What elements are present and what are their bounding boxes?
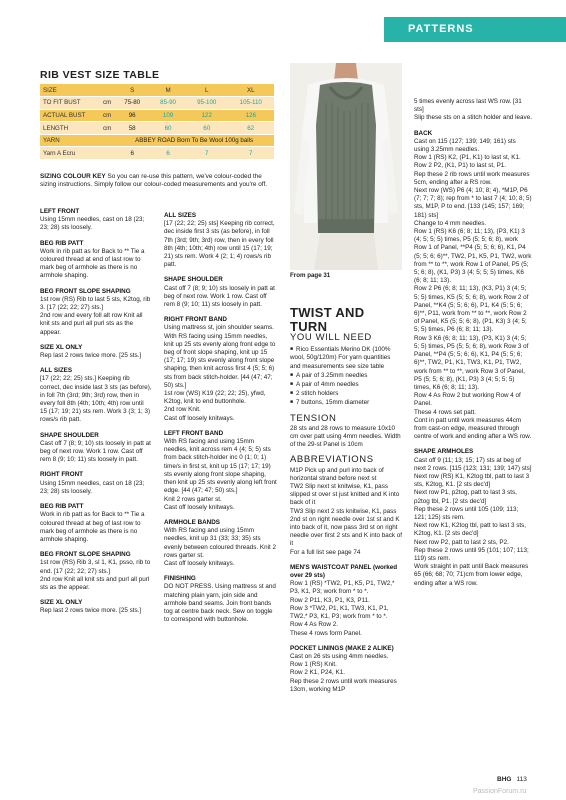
section-heading: BEG RIB PATT [40,503,84,511]
instruction-text: Row 2 P6 (6; 8; 11; 13), (K3, P1) 3 (4; 5; 5; 5) times, K5 (5; 5; 6; 8), work Row 2 of Panel, **K4 (5; 5; 6; 6), P1, K4 (5; 5; 6; 6)**, P11, work from ** to **, work Row 2 of Panel, K5 (5; 5; 6; 8), (P1, K3) 3 (4; 5; 5; 5) times, P6 (6; 8; 11; 13). [414,285,529,334]
instruction-text: Rep these 2 rib rows until work measures 5cm, ending after a RS row. [414,170,530,186]
instruction-text: [17 (22; 22; 25) sts.] Keeping rib correct, dec inside last 3 sts (as before), in foll 7th (3rd; 9th; 3rd) row, then in every foll 8th (4th; 10th; 4th) row until 15 (17; 19; 21) sts rem. Work 3 (3; 1; 3) rows/s rib patt. [40,375,152,424]
instruction-text: Rep these 2 rows until 95 (101; 107; 113; 119) sts rem. [414,546,529,562]
section-heading: RIGHT FRONT BAND [164,316,227,324]
yarn-ecru-row: Yarn A Ecru 6 6 7 7 [40,147,274,160]
instruction-text: 1st row (RS) Rib to last 5 sts, K2tog, rib 3. [17 (22; 22; 27) sts.] [40,295,151,312]
pattern-info-column [290,306,402,694]
section-heading: BACK [414,129,433,137]
section-heading: BEG FRONT SLOPE SHAPING [40,287,131,295]
instruction-text: Cast off loosely knitways. [164,503,235,511]
pocket-row: Row 1 (RS) Knit. [290,661,337,669]
sizing-colour-key [40,173,276,189]
section-heading: BEG RIB PATT [40,239,84,247]
instruction-text: 5 times evenly across last WS row. [31 sts] [414,98,522,114]
abbreviation-item: TW2 Slip next st knitwise, K1, pass slipped st over st just knitted and K into back of it [290,483,400,507]
instruction-text: Cont in patt until work measures 44cm from cast-on edge, measured through centre of work and ending after a WS row. [414,416,532,441]
section-heading: SHAPE SHOULDER [40,431,99,439]
instruction-text: Next row P1, p2tog, patt to last 3 sts, p2tog tbl, P1. [2 sts dec'd] [414,489,517,505]
instruction-text: These 4 rows set patt. [414,408,476,416]
instruction-text: Cast off 7 (8; 9; 10) sts loosely in patt at beg of next row. Work 1 row. Cast off rem 8 (9; 10; 11) sts loosely in patt. [40,439,151,464]
instruction-text: With RS facing and using 15mm needles, knit up 31 (33; 33; 35) sts evenly between coloured threads. Knit 2 rows garter st. [164,527,277,559]
instruction-text: Row 1 (RS) K2, (P1, K1) to last st, K1. [414,154,521,162]
instruction-text: Change to 4 mm needles. [414,219,487,227]
instruction-text: Row 3 K6 (6; 8; 11; 13), (P3, K1) 3 (4; 5; 5; 5) times, P5 (5; 5; 6; 8), work Row 3 of Panel, **P4 (5; 5; 6; 6), K1, P4 (5; 5; 6; 6)**, TW2, P1, K1, TW3, K1, P1, TW2, work from ** to **, work Row 3 of Panel, P5 (5; 5; 6; 8), (K1, P3) 3 (4; 5; 5; 5) times, K6 (6; 8; 11; 13). [414,334,529,391]
column-back [414,98,532,588]
column-bands-finishing [164,212,278,624]
table-row: TO FIT BUST cm 75-80 85-90 95-100 105-110 [40,97,274,110]
sizing-key-title: SIZING COLOUR KEY [40,173,106,180]
panel-row: These 4 rows form Panel. [290,629,362,637]
instruction-text: Row 1 (RS) K6 (6; 8; 11; 13), (P3, K1) 3 (4; 5; 5; 5) times, P5 (5; 5; 6; 8), work Row 1 of Panel, **P4 (5; 5; 6; 6), K1, P4 (5; 5; 6; 6)**, TW2, P1, K5, P1, TW2, work from ** to **, work Row 1 of Panel, P5 (5; 5; 6; 8), (K1, P3) 3 (4; 5; 5; 5) times, K6 (6; 8; 11; 13). [414,228,532,285]
instruction-text: Cast off 9 (11; 13; 15; 17) sts at beg of next 2 rows. [115 (123; 131; 139; 147) sts] [414,456,532,472]
page-number: 113 [516,776,527,783]
materials-item: ■ A pair of 4mm needles [290,380,402,389]
section-heading: ALL SIZES [40,367,73,375]
instruction-text: Next row P2, patt to last 2 sts, P2. [414,538,509,546]
materials-item: ■ 7 buttons, 15mm diameter [290,398,402,407]
instruction-text: Row 4 As Row 2 but working Row 4 of Panel. [414,392,521,408]
size-table-title: RIB VEST SIZE TABLE [40,69,160,81]
instruction-text: 1st row (WS) K19 (22; 22; 25), yfwd, K2tog, knit to end buttonhole. [164,390,266,406]
instruction-text: Row 2 P2, (K1, P1) to last st, P1. [414,162,507,170]
pocket-heading: POCKET LININGS (MAKE 2 ALIKE) [290,644,394,652]
section-tab-rule [384,40,566,42]
abbreviation-item: M1P Pick up and purl into back of horizontal strand before next st [290,466,384,482]
column-left-front [40,208,152,616]
instruction-text: 1st row (RS) Rib 3, sl 1, K1, psso, rib to end. [17 (22; 22; 27) sts.] [40,559,151,575]
instruction-text: 2nd row Knit all knit sts and purl all purl sts as the appear. [40,575,150,591]
section-heading: ALL SIZES [164,212,197,219]
section-heading: SHAPE SHOULDER [164,276,223,284]
panel-row: Row 4 As Row 2. [290,621,338,629]
section-heading: SHAPE ARMHOLES [414,448,474,456]
instruction-text: Cast off loosely knitways. [164,559,235,567]
brand-name: BHG [497,776,512,783]
section-heading: LEFT FRONT BAND [164,429,224,437]
instruction-text: Next row K1, K2tog tbl, patt to last 3 sts, K2tog, K1. [2 sts dec'd] [414,522,526,538]
model-photo [290,63,402,270]
instruction-text: 2nd row Knit. [164,406,201,414]
instruction-text: Work straight in patt until Back measures 65 (66; 68; 70; 71)cm from lower edge, ending after a WS row. [414,563,529,587]
abbreviations-heading: ABBREVIATIONS [290,454,374,466]
materials-item: ■ Rico Essentials Merino DK (100% wool, 50g/120m) For yarn quantities and measurements see size table [290,345,402,371]
section-heading: ARMHOLE BANDS [164,518,220,526]
section-tab: PATTERNS [384,17,566,41]
pocket-row: Cast on 26 sts using 4mm needles. [290,652,389,660]
size-header-row: SIZE S M L XL [40,84,274,97]
instruction-text: Cast off loosely knitways. [164,414,235,422]
instruction-text: Next row (RS) K1, K2tog tbl, patt to last 3 sts, K2tog, K1. [2 sts dec'd] [414,472,530,489]
instruction-text: Using 15mm needles, cast on 18 (23; 23; 28) sts loosely. [40,479,145,495]
instruction-text: DO NOT PRESS. Using mattress st and matching plain yarn, join side and armhole band seams. Join front bands tog at centre back neck. Sew on toggle to correspond with buttonhole. [164,583,276,624]
section-heading: BEG FRONT SLOPE SHAPING [40,551,131,559]
abbreviation-item: For a full list see page 74 [290,548,361,556]
materials-item: ■ A pair of 3.25mm needles [290,371,402,380]
waistcoat-model-image [290,63,402,270]
instruction-text: Rep last 2 rows twice more. [25 sts.] [40,352,142,360]
tension-text: 28 sts and 28 rows to measure 10x10 cm over patt using 4mm needles. Width of the 29-st Panel is 10cm [290,424,401,449]
section-heading: LEFT FRONT [40,208,80,215]
photo-caption: From page 31 [290,272,331,279]
section-heading: FINISHING [164,575,196,583]
panel-row: Row 3 *TW2, P1, K1, TW3, K1, P1, TW2,* P3, K1, P3; work from * to *. [290,604,389,621]
table-row: LENGTH cm 58 60 60 62 [40,122,274,135]
section-heading: SIZE XL ONLY [40,599,83,607]
section-heading: SIZE XL ONLY [40,343,83,351]
table-row: ACTUAL BUST cm 96 109 122 126 [40,109,274,122]
yarn-row: YARN ABBEY ROAD Born To Be Wool 100g balls [40,134,274,147]
instruction-text: Rep these 2 rows until 105 (109; 113; 121; 125) sts rem. [414,505,519,521]
instruction-text: [17 (22; 22; 25) sts] Keeping rib correct, dec inside first 3 sts (as before), in foll 7th (3rd; 9th; 3rd) row, then in every foll 8th (4th; 10th; 4th) row until 15 (17; 19; 21) sts rem. Work 4 (2; 1; 4) rows/s rib patt. [164,220,275,269]
instruction-text: With RS facing and using 15mm needles, knit across rem 4 (4; 5; 5) sts from back stitch-holder inc 0 (1; 0; 1) time/s in first st, knit up 15 (17; 17; 19) sts evenly along front slope shaping, then knit up 25 sts evenly along left front edge. [44 (47; 47; 50) sts.] [164,438,277,495]
instruction-text: Using 15mm needles, cast on 18 (23; 23; 28) sts loosely. [40,216,145,232]
pocket-row: Row 2 K1, P24, K1. [290,669,345,677]
instruction-text: Knit 2 rows garter st. [164,495,222,503]
you-will-need-heading: YOU WILL NEED [290,332,372,343]
watermark: PassionForum.ru [473,788,527,795]
instruction-text: Work in rib patt as for Back to ** Tie a coloured thread at beg of last row to mark beg of armhole as there is no armhole shaping. [40,511,145,543]
tension-heading: TENSION [290,412,337,424]
pocket-row: Rep these 2 rows until work measures 13cm, working M1P [290,677,397,693]
instruction-text: Work in rib patt as for Back to ** Tie a coloured thread at end of last row to mark beg of armhole as there is no armhole shaping. [40,247,145,280]
instruction-text: Rep last 2 rows twice more. [25 sts.] [40,607,142,615]
instruction-text: Next row (WS) P6 (4; 10; 8; 4), *M1P, P6 (7; 7; 7; 8); rep from * to last 7 (4; 10; 8; 5) sts, M1P, P to end. [133 (145; 157; 169; 181) sts] [414,187,532,219]
instruction-text: Using mattress st, join shoulder seams. With RS facing using 15mm needles, knit up 25 sts evenly along front edge to beg of front slope shaping, knit up 15 (17; 17; 19) sts evenly along front slope shaping, then knit across first 4 (5; 5; 6) sts from back stitch-holder. [44 (47; 47; 50) sts.] [164,324,276,389]
panel-row: Row 1 (RS) *TW2, P1, K5, P1, TW2,* P3, K1, P3; work from * to *. [290,580,395,596]
section-heading: RIGHT FRONT [40,471,84,479]
panel-heading: MEN'S WAISTCOAT PANEL (worked over 29 sts) [290,563,398,580]
instruction-text: 2nd row and every foll alt row Knit all knit sts and purl all purl sts as the appear. [40,312,143,336]
instruction-text: Cast off 7 (8; 9; 10) sts loosely in patt at beg of next row. Work 1 row. Cast off rem 8 (9; 10; 11) sts loosely in patt. [164,284,275,309]
abbreviation-item: TW3 Slip next 2 sts knitwise, K1, pass 2nd st on right needle over 1st st and K into back of it, now pass 3rd st on right needle over first 2 sts and K into back of it [290,507,403,548]
instruction-text: Slip these sts on a stitch holder and leave. [414,114,532,122]
sizing-key-text: So you can re-use this pattern, we've colour-coded the sizing instructions. Simply follow our colour-coded measurements and you're off. [40,173,268,189]
panel-row: Row 2 P11, K3, P1, K3, P11. [290,596,370,604]
instruction-text: Cast on 115 (127; 139; 149; 161) sts using 3.25mm needles. [414,137,516,154]
page-footer [497,776,527,783]
size-table [40,84,274,160]
materials-item: ■ 2 stitch holders [290,389,402,398]
pattern-title: TWIST AND TURN [290,305,365,334]
